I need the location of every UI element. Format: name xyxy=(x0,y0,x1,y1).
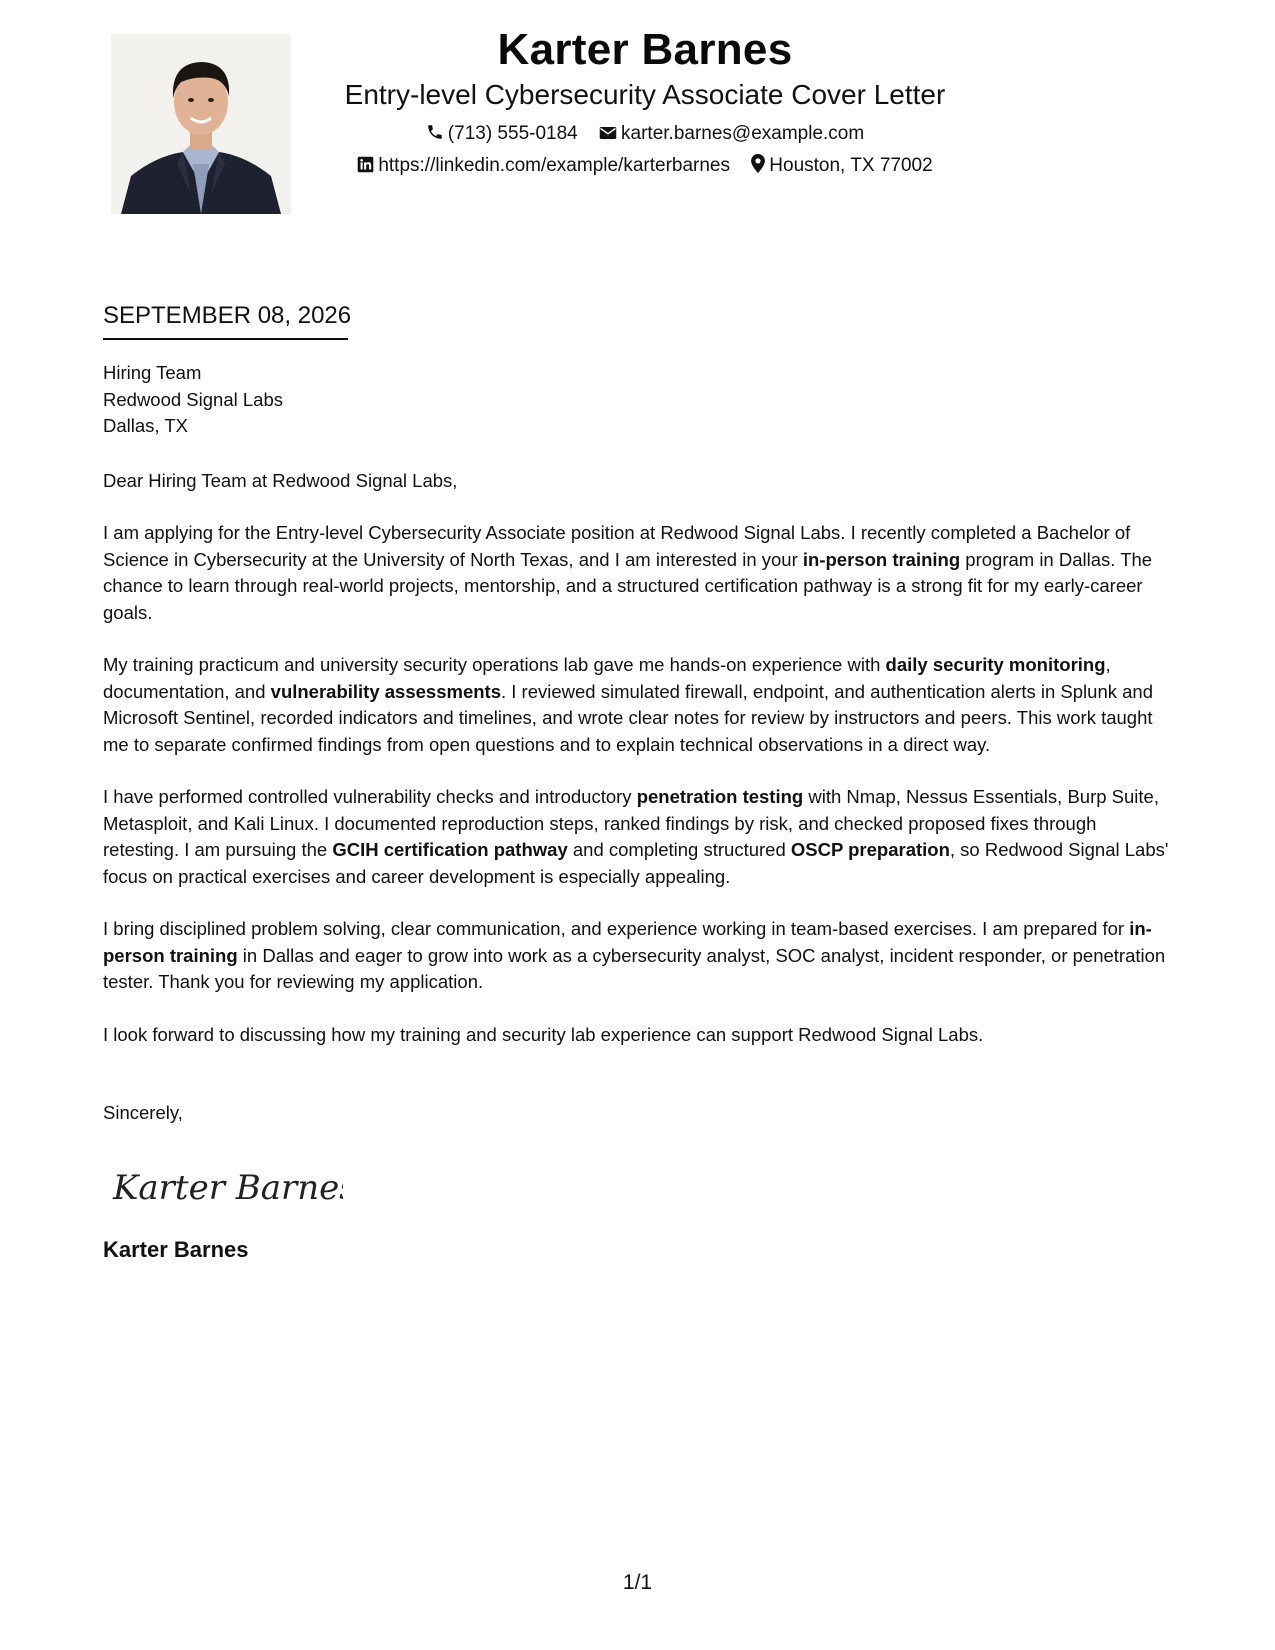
recipient-block xyxy=(103,360,1171,440)
recipient-line: Hiring Team xyxy=(103,362,202,383)
recipient-line: Dallas, TX xyxy=(103,415,188,436)
applicant-name: Karter Barnes xyxy=(497,25,793,74)
paragraph-5: I look forward to discussing how my training and security lab experience can support Redwood Signal Labs. xyxy=(103,1023,984,1045)
letter-body xyxy=(103,360,1171,1265)
highlight-in-person-training: in-person training xyxy=(103,918,1152,966)
contact-linkedin[interactable] xyxy=(357,154,730,178)
profile-photo xyxy=(111,34,291,214)
handwritten-signature xyxy=(103,1157,1171,1217)
email-address: karter.barnes@example.com xyxy=(621,123,865,144)
paragraph-4: I bring disciplined problem solving, clear communication, and experience working in team-based exercises. I am prepared for in-person training in Dallas and eager to grow into work as a cybersecurity analyst, SOC analyst, incident responder, or penetration tester. Thank you for reviewing my application. xyxy=(103,918,1166,992)
letter-header xyxy=(330,22,960,178)
date-underline xyxy=(103,338,348,340)
highlight-oscp-preparation: OSCP preparation xyxy=(790,839,950,860)
highlight-vulnerability-assessments: vulnerability assessments xyxy=(270,680,501,702)
contact-phone[interactable] xyxy=(426,122,578,146)
paragraph-2: My training practicum and university security operations lab gave me hands-on experience with daily security monitoring, documentation, and vulnerability assessments. I reviewed simulated firewall, endpoint, and authentication alerts in Splunk and Microsoft Sentinel, recorded indicators and timelines, and wrote clear notes for review by instructors and peers. This work taught me to separate confirmed findings from open questions and to explain technical observations in a direct way. xyxy=(103,654,1153,755)
closing: Sincerely, xyxy=(103,1102,183,1123)
contact-line-2 xyxy=(330,154,960,178)
highlight-in-person-training: in-person training xyxy=(802,548,961,570)
paragraph-3: I have performed controlled vulnerability checks and introductory penetration testing with Nmap, Nessus Essentials, Burp Suite, Metasploit, and Kali Linux. I documented reproduction steps, ranked findings by risk, and checked proposed fixes through retesting. I am pursuing the GCIH certification pathway and completing structured OSCP preparation, so Redwood Signal Labs' focus on practical exercises and career development is especially appealing. xyxy=(103,786,1169,887)
page-number: 1/1 xyxy=(622,1571,653,1594)
salutation: Dear Hiring Team at Redwood Signal Labs, xyxy=(103,469,458,491)
contact-location xyxy=(751,154,932,178)
svg-text:Karter Barnes: Karter Barnes xyxy=(113,1167,343,1208)
highlight-gcih-certification: GCIH certification pathway xyxy=(332,839,568,860)
recipient-line: Redwood Signal Labs xyxy=(103,388,283,410)
linkedin-url: https://linkedin.com/example/karterbarnes xyxy=(378,155,730,176)
envelope-icon xyxy=(599,125,617,141)
contact-line-1 xyxy=(330,122,960,146)
contact-email[interactable] xyxy=(599,122,864,146)
phone-number: (713) 555-0184 xyxy=(447,123,578,144)
signer-name: Karter Barnes xyxy=(103,1236,249,1262)
letter-date: SEPTEMBER 08, 2026 xyxy=(103,302,352,329)
highlight-daily-security-monitoring: daily security monitoring xyxy=(885,654,1106,675)
highlight-penetration-testing: penetration testing xyxy=(636,786,804,807)
paragraph-1: I am applying for the Entry-level Cybersecurity Associate position at Redwood Signal Labs. I recently completed a Bachelor of Science in Cybersecurity at the University of North Texas, and I am interested in your in-person training program in Dallas. The chance to learn through real-world projects, mentorship, and a structured certification pathway is a strong fit for my early-career goals. xyxy=(103,522,1153,623)
map-pin-icon xyxy=(751,154,765,173)
location-text: Houston, TX 77002 xyxy=(769,155,933,176)
phone-icon xyxy=(426,123,444,141)
linkedin-icon xyxy=(357,156,374,173)
document-subtitle: Entry-level Cybersecurity Associate Cover Letter xyxy=(344,79,946,110)
